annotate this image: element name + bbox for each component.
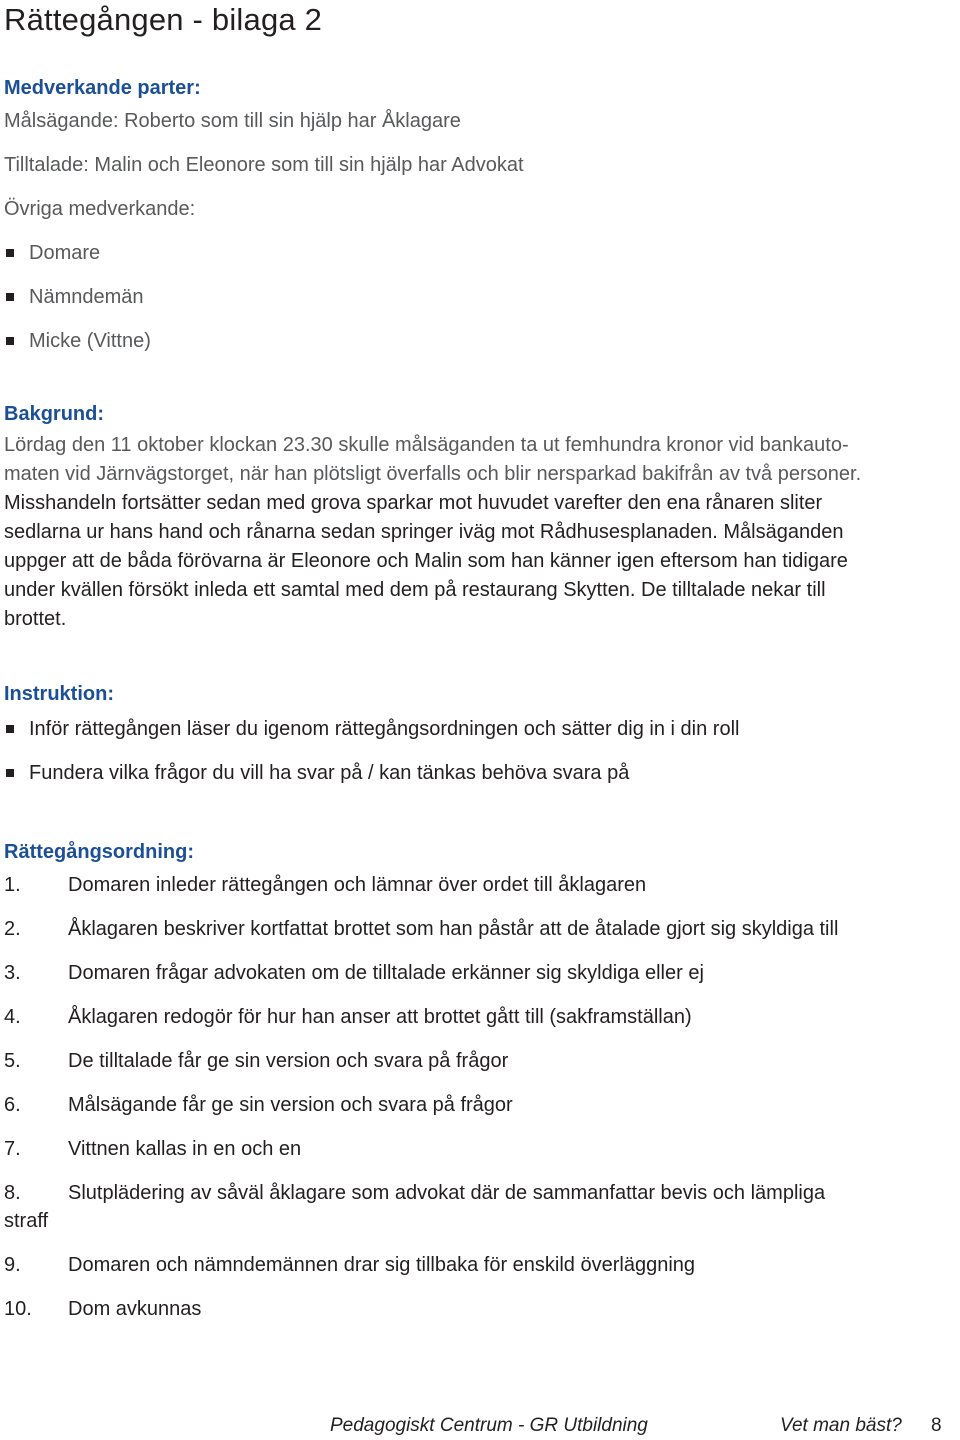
step-text: Vittnen kallas in en och en xyxy=(68,1138,302,1160)
step-text: De tilltalade får ge sin version och svara på frågor xyxy=(68,1050,509,1072)
list-item-text: Micke (Vittne) xyxy=(29,330,151,352)
footer-series: Vet man bäst? xyxy=(780,1415,902,1436)
step-number: 3. xyxy=(4,962,21,984)
step-number: 8. xyxy=(4,1182,21,1204)
plaintiff-line: Målsägande: Roberto som till sin hjälp har Åklagare xyxy=(4,110,461,132)
step-text: Domaren inleder rättegången och lämnar över ordet till åklagaren xyxy=(68,874,647,896)
step-text: Slutplädering av såväl åklagare som advokat där de sammanfattar bevis och lämpliga xyxy=(68,1182,826,1204)
background-paragraph xyxy=(4,431,956,634)
paragraph-line: under kvällen försökt inleda ett samtal med dem på restaurang Skytten. De tilltalade nekar till xyxy=(4,579,826,601)
paragraph-line: brottet. xyxy=(4,608,67,630)
step-text: Dom avkunnas xyxy=(68,1298,202,1320)
list-item-text: Fundera vilka frågor du vill ha svar på / kan tänkas behöva svara på xyxy=(29,762,630,784)
instruction-heading: Instruktion: xyxy=(4,683,114,705)
bullet-square-icon xyxy=(6,293,14,301)
others-label: Övriga medverkande: xyxy=(4,198,196,220)
page-number: 8 xyxy=(931,1415,942,1436)
step-number: 1. xyxy=(4,874,21,896)
bullet-square-icon xyxy=(6,769,14,777)
list-item-text: Inför rättegången läser du igenom rättegångsordningen och sätter dig in i din roll xyxy=(29,718,740,740)
step-number: 9. xyxy=(4,1254,21,1276)
paragraph-line: Misshandeln fortsätter sedan med grova sparkar mot huvudet varefter den ena rånaren sliter xyxy=(4,492,823,514)
bullet-square-icon xyxy=(6,337,14,345)
background-heading: Bakgrund: xyxy=(4,403,104,425)
bullet-square-icon xyxy=(6,725,14,733)
paragraph-line: Lördag den 11 oktober klockan 23.30 skulle målsäganden ta ut femhundra kronor vid bankauto- xyxy=(4,434,849,456)
step-number: 2. xyxy=(4,918,21,940)
paragraph-line: sedlarna ur hans hand och rånarna sedan springer iväg mot Rådhusesplanaden. Målsäganden xyxy=(4,521,844,543)
bullet-square-icon xyxy=(6,249,14,257)
step-number: 10. xyxy=(4,1298,32,1320)
step-text-continuation: straff xyxy=(4,1210,49,1232)
step-text: Målsägande får ge sin version och svara på frågor xyxy=(68,1094,513,1116)
paragraph-line: uppger att de båda förövarna är Eleonore och Malin som han känner igen eftersom han tidigare xyxy=(4,550,848,572)
step-number: 5. xyxy=(4,1050,21,1072)
step-text: Åklagaren redogör för hur han anser att brottet gått till (sakframställan) xyxy=(68,1006,692,1028)
step-number: 7. xyxy=(4,1138,21,1160)
step-text: Åklagaren beskriver kortfattat brottet som han påstår att de åtalade gjort sig skyldiga till xyxy=(68,918,839,940)
footer-organization: Pedagogiskt Centrum - GR Utbildning xyxy=(330,1415,648,1436)
parties-heading: Medverkande parter: xyxy=(4,77,201,99)
defendants-line: Tilltalade: Malin och Eleonore som till sin hjälp har Advokat xyxy=(4,154,524,176)
page-title: Rättegången - bilaga 2 xyxy=(4,2,323,37)
step-text: Domaren och nämndemännen drar sig tillbaka för enskild överläggning xyxy=(68,1254,696,1276)
list-item-text: Domare xyxy=(29,242,101,264)
step-text: Domaren frågar advokaten om de tilltalade erkänner sig skyldiga eller ej xyxy=(68,962,704,984)
step-number: 6. xyxy=(4,1094,21,1116)
procedure-heading: Rättegångsordning: xyxy=(4,841,194,863)
list-item-text: Nämndemän xyxy=(29,286,144,308)
step-number: 4. xyxy=(4,1006,21,1028)
paragraph-line: maten vid Järnvägstorget, när han plötsligt överfalls och blir nersparkad bakifrån av två personer. xyxy=(4,463,862,485)
